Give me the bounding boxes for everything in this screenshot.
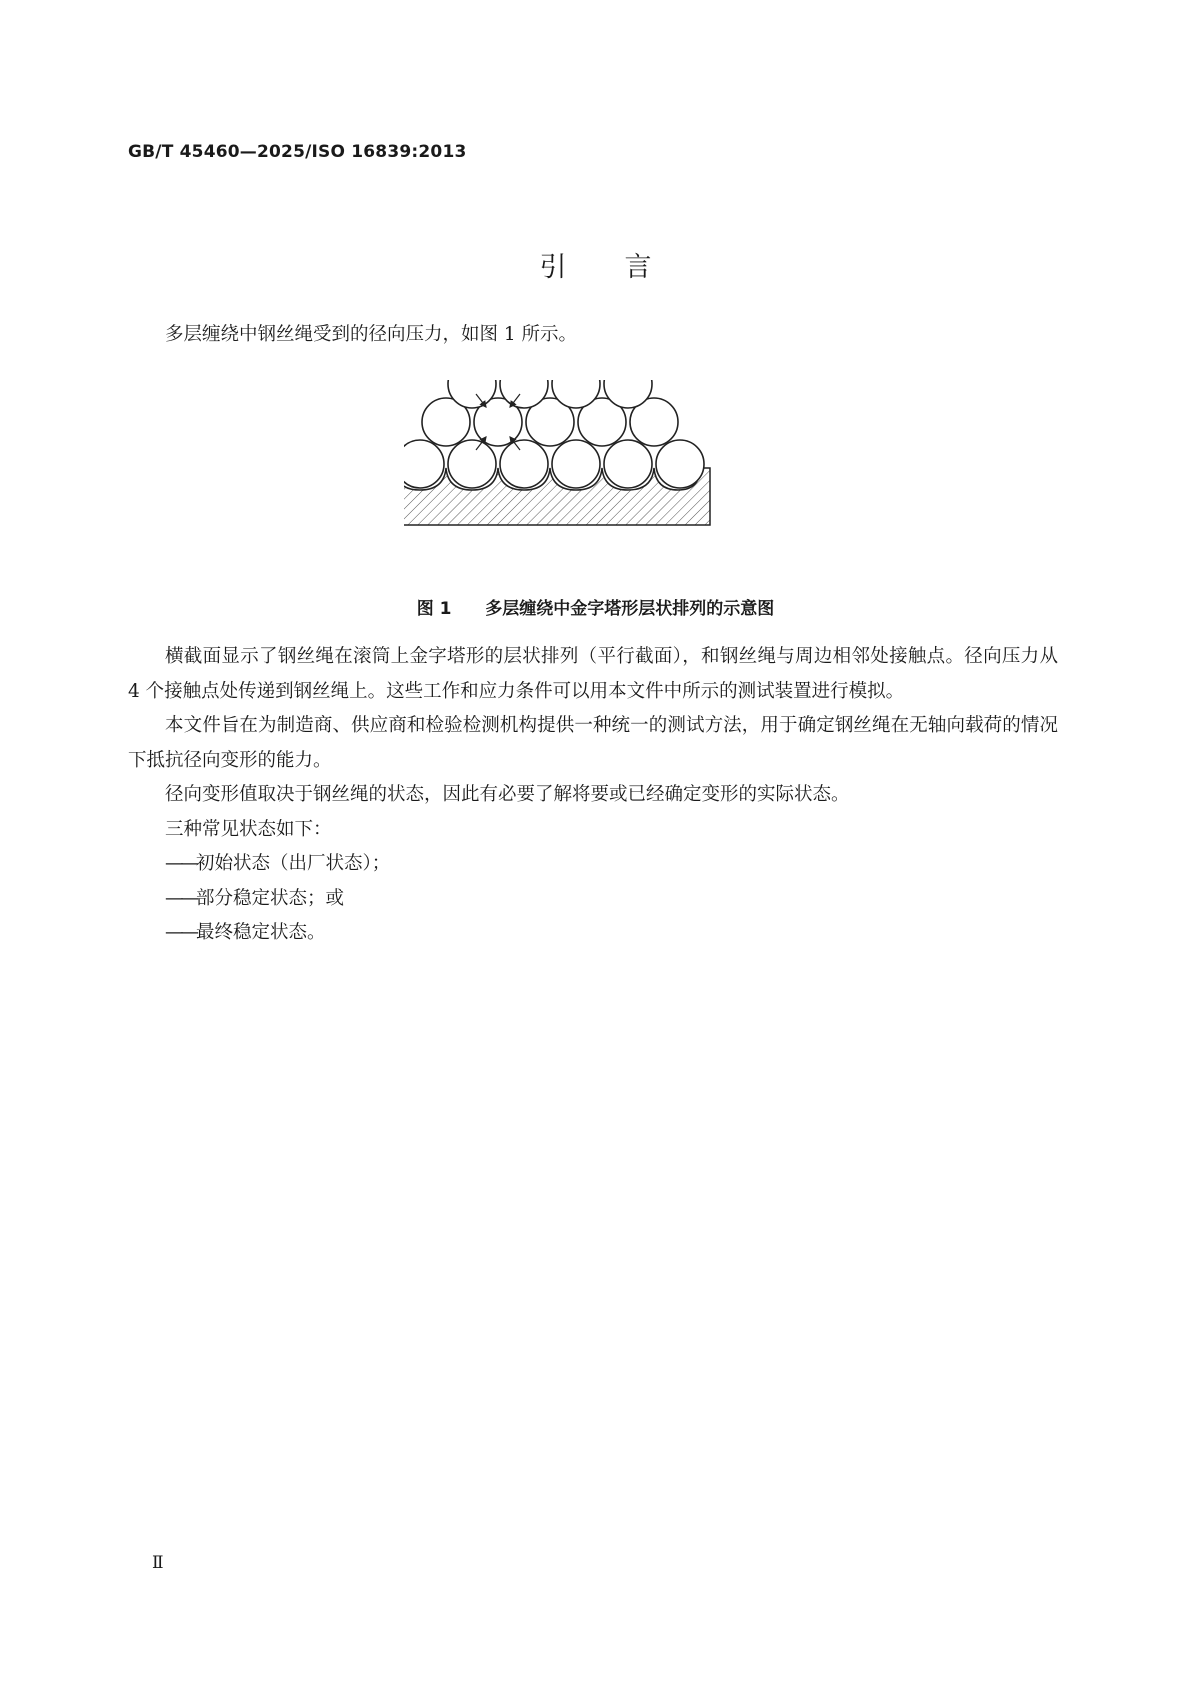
paragraph: 径向变形值取决于钢丝绳的状态，因此有必要了解将要或已经确定变形的实际状态。 [165, 784, 850, 805]
rope-cross-section [656, 440, 704, 488]
list-dash: —— [165, 922, 196, 943]
rope-cross-section [404, 440, 444, 488]
rope-cross-section [604, 440, 652, 488]
intro-line: 多层缠绕中钢丝绳受到的径向压力，如图 1 所示。 [165, 324, 578, 345]
list-text: 初始状态（出厂状态）； [196, 853, 391, 874]
pyramid-figure [404, 380, 748, 534]
figure-caption-text: 多层缠绕中金字塔形层状排列的示意图 [485, 599, 775, 619]
figure-label: 图 1 [416, 599, 452, 619]
paragraph: 本文件旨在为制造商、供应商和检验检测机构提供一种统一的测试方法，用于确定钢丝绳在无轴向载荷的情况下抵抗径向变形的能力。 [128, 715, 1058, 771]
list-item [128, 847, 1058, 882]
list-item [128, 916, 1058, 951]
paragraph: 横截面显示了钢丝绳在滚筒上金字塔形的层状排列（平行截面），和钢丝绳与周边相邻处接触点。径向压力从 4 个接触点处传递到钢丝绳上。这些工作和应力条件可以用本文件中所示的测试装置进行模拟。 [128, 646, 1058, 702]
pyramid-diagram [404, 380, 748, 530]
body-text [128, 640, 1058, 951]
figure-caption [0, 594, 1191, 619]
rope-cross-section [552, 440, 600, 488]
rope-cross-section [448, 440, 496, 488]
rope-cross-section [500, 440, 548, 488]
list-dash: —— [165, 853, 196, 874]
page-title: 引言 [539, 252, 710, 283]
document-code: GB/T 45460—2025/ISO 16839:2013 [128, 142, 467, 162]
list-dash: —— [165, 887, 196, 909]
list-item [128, 882, 1058, 917]
list-text: 部分稳定状态；或 [196, 887, 345, 909]
page-number: Ⅱ [152, 1553, 164, 1573]
paragraph: 三种常见状态如下： [165, 818, 332, 840]
list-text: 最终稳定状态。 [196, 922, 326, 943]
intro-text [128, 318, 1058, 353]
